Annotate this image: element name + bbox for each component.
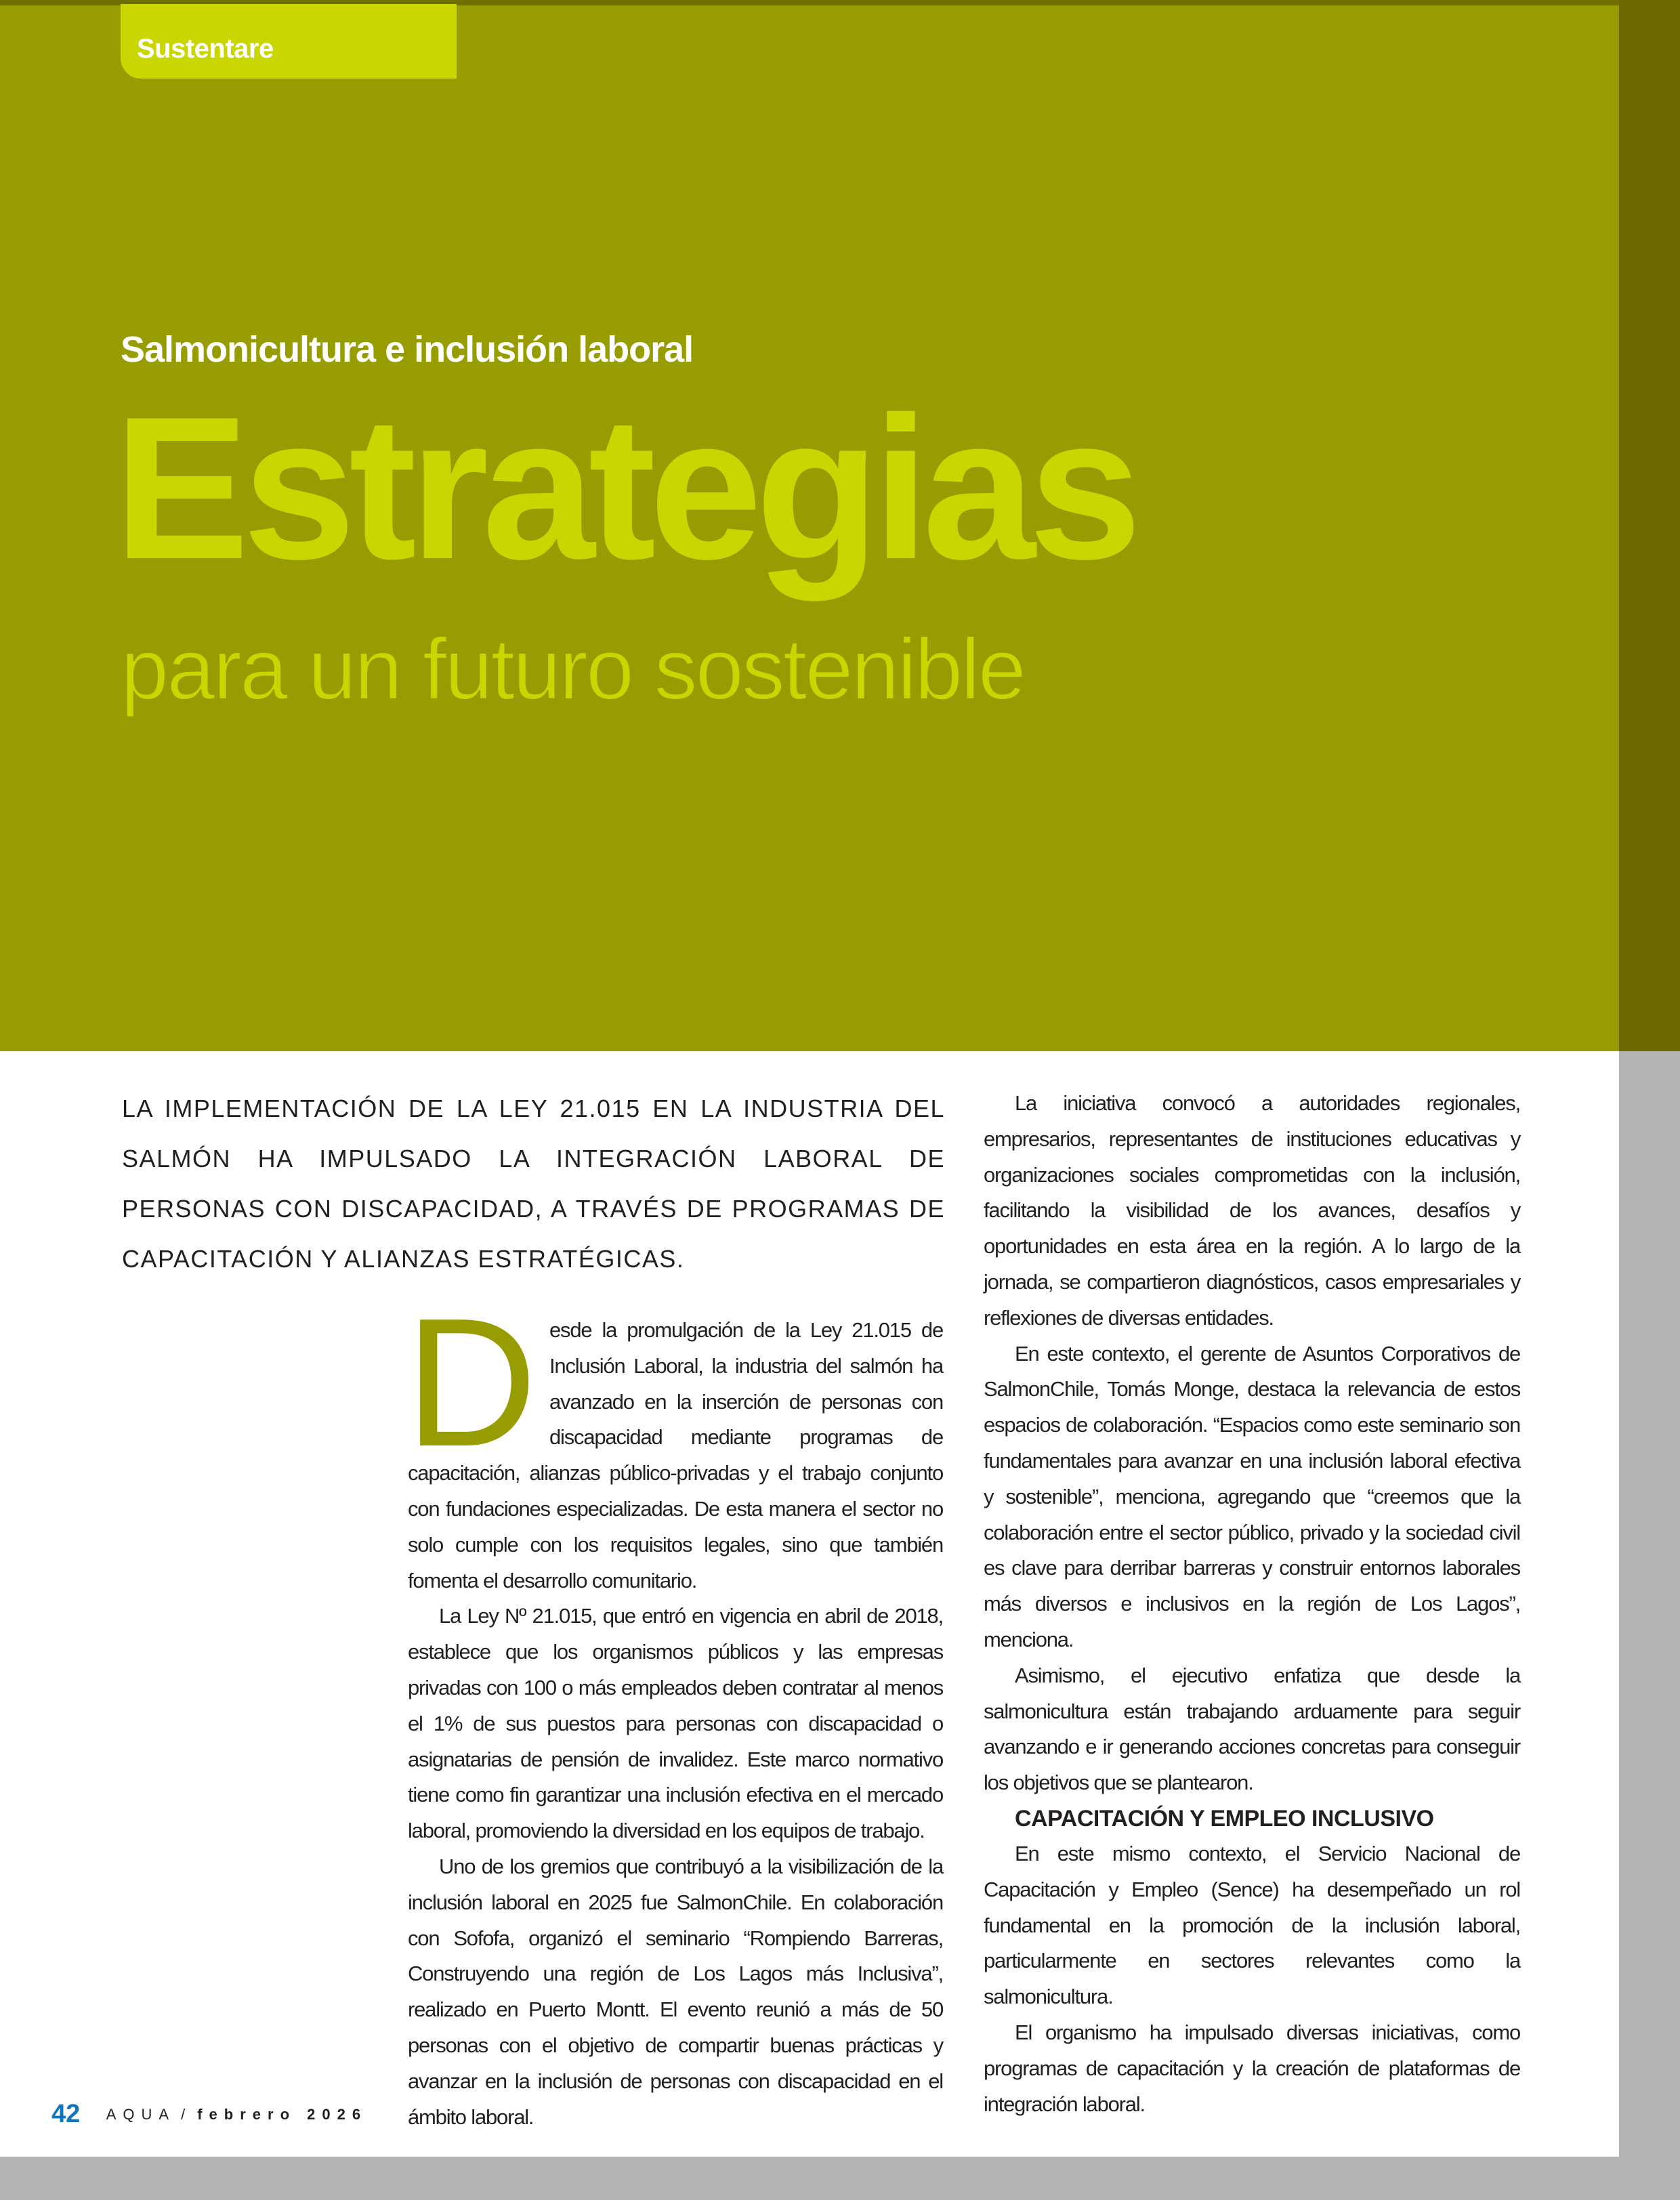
side-bar-gray <box>1619 1051 1680 2157</box>
body-paragraph: En este contexto, el gerente de Asuntos Corporativos de SalmonChile, Tomás Monge, destaca la relevancia de estos espacios de colaboración. “Espacios como este seminario son fundamentales para avanzar en una inclusión laboral efectiva y sostenible”, menciona, agregando que “creemos que la colaboración entre el sector público, privado y la sociedad civil es clave para derribar barreras y construir entornos laborales más diversos e inclusivos en la región de Los Lagos”, menciona. <box>984 1341 1520 1651</box>
magazine-name: AQUA <box>106 2105 176 2123</box>
body-paragraph-text: esde la promulgación de la Ley 21.015 de Inclusión Laboral, la industria del salmón ha avanzado en la inserción de personas con discapacidad mediante programas de capacitación, alianzas público-privadas y el trabajo conjunto con fundaciones especializadas. De esta manera el sector no solo cumple con los requisitos legales, sino que también fomenta el desarrollo comunitario. <box>408 1318 943 1592</box>
body-column-left <box>405 1281 943 2135</box>
section-tab <box>121 4 457 79</box>
body-paragraph: La Ley Nº 21.015, que entró en vigencia en abril de 2018, establece que los organismos públicos y las empresas privadas con 100 o más empleados deben contratar al menos el 1% de sus puestos para personas con discapacidad o asignatarias de pensión de invalidez. Este marco normativo tiene como fin garantizar una inclusión efectiva en el mercado laboral, promoviendo la diversidad en los equipos de trabajo. <box>408 1604 943 1843</box>
article-kicker: Salmonicultura e inclusión laboral <box>121 329 694 370</box>
magazine-credit <box>106 2106 367 2123</box>
page-footer <box>51 2100 367 2129</box>
bottom-bar-gray <box>0 2157 1680 2200</box>
issue-date: febrero 2026 <box>197 2105 368 2123</box>
body-paragraph: Asimismo, el ejecutivo enfatiza que desde la salmonicultura están trabajando arduamente para seguir avanzando e ir generando acciones concretas para conseguir los objetivos que se plantearon. <box>984 1663 1520 1795</box>
body-paragraph: El organismo ha impulsado diversas iniciativas, como programas de capacitación y la creación de plataformas de integración laboral. <box>984 2020 1520 2116</box>
body-paragraph: Uno de los gremios que contribuyó a la visibilización de la inclusión laboral en 2025 fue SalmonChile. En colaboración con Sofofa, organizó el seminario “Rompiendo Barreras, Construyendo una región de Los Lagos más Inclusiva”, realizado en Puerto Montt. El evento reunió a más de 50 personas con el objetivo de compartir buenas prácticas y avanzar en la inclusión de personas con discapacidad en el ámbito laboral. <box>408 1854 943 2129</box>
body-paragraph: En este mismo contexto, el Servicio Nacional de Capacitación y Empleo (Sence) ha desempeñado un rol fundamental en la promoción de la inclusión laboral, particularmente en sectores relevantes como la salmonicultura. <box>984 1841 1520 2009</box>
article-subtitle: para un futuro sostenible <box>121 621 1024 718</box>
section-tab-label: Sustentare <box>137 34 274 64</box>
footer-separator: / <box>181 2105 192 2123</box>
article-lead: LA IMPLEMENTACIÓN DE LA LEY 21.015 EN LA INDUSTRIA DEL SALMÓN HA IMPULSADO LA INTEGRACIÓN LABORAL DE PERSONAS CON DISCAPACIDAD, A TRAVÉS DE PROGRAMAS DE CAPACITACIÓN Y ALIANZAS ESTRATÉGICAS. <box>122 1095 945 1273</box>
body-paragraph: La iniciativa convocó a autoridades regionales, empresarios, representantes de instituciones educativas y organizaciones sociales comprometidas con la inclusión, facilitando la visibilidad de los avances, desafíos y oportunidades en esta área en la región. A lo largo de la jornada, se compartieron diagnósticos, casos empresariales y reflexiones de diversas entidades. <box>984 1091 1520 1330</box>
page-number: 42 <box>51 2100 81 2128</box>
body-column-right <box>984 1086 1520 2122</box>
section-heading: CAPACITACIÓN Y EMPLEO INCLUSIVO <box>1015 1805 1434 1832</box>
side-bar-dark <box>1619 0 1680 1051</box>
drop-cap: D <box>405 1281 537 1485</box>
article-title: Estrategias <box>114 374 1135 601</box>
body-paragraph <box>405 1281 943 1599</box>
